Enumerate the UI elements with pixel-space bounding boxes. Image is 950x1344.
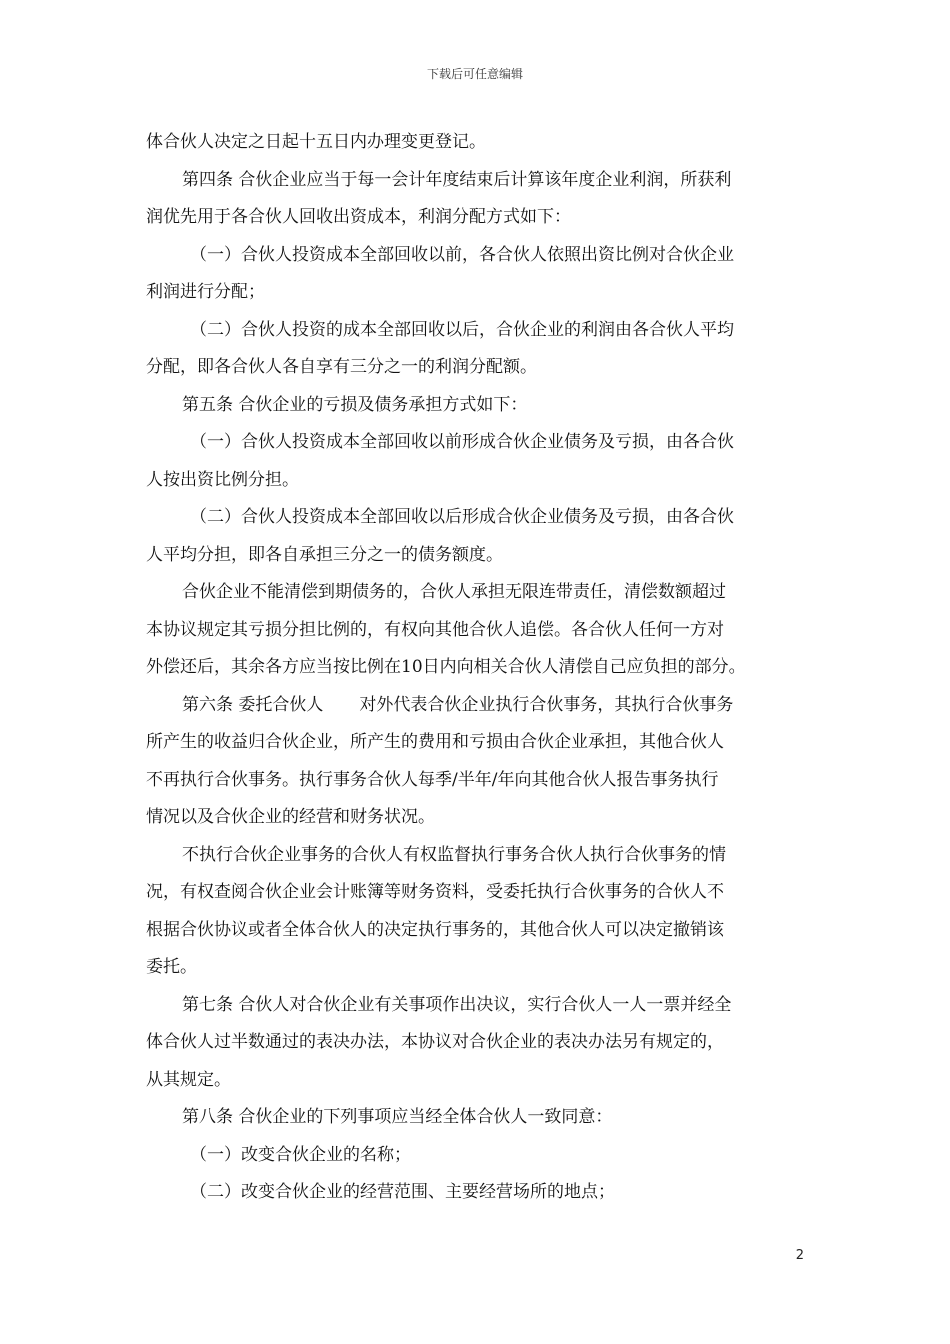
article-7-heading: 第七条 合伙人对合伙企业有关事项作出决议，实行合伙人一人一票并经全 bbox=[182, 994, 732, 1015]
page-header: 下载后可任意编辑 bbox=[426, 67, 523, 81]
text-line: 体合伙人决定之日起十五日内办理变更登记。 bbox=[146, 132, 486, 152]
paragraph-start: 合伙企业不能清偿到期债务的，合伙人承担无限连带责任，清偿数额超过 bbox=[182, 582, 726, 602]
text-line: 本协议规定其亏损分担比例的，有权向其他合伙人追偿。各合伙人任何一方对 bbox=[146, 619, 724, 640]
text-line: 分配，即各合伙人各自享有三分之一的利润分配额。 bbox=[146, 357, 537, 377]
clause-item: （二）改变合伙企业的经营范围、主要经营场所的地点； bbox=[190, 1182, 615, 1202]
page-number: 2 bbox=[795, 1248, 804, 1263]
text-line: 人按出资比例分担。 bbox=[146, 469, 299, 490]
text-line: 不再执行合伙事务。执行事务合伙人每季/半年/年向其他合伙人报告事务执行 bbox=[146, 769, 719, 790]
article-6-text: 对外代表合伙企业执行合伙事务，其执行合伙事务 bbox=[359, 694, 734, 715]
text-line: 外偿还后，其余各方应当按比例在10日内向相关合伙人清偿自己应负担的部分。 bbox=[146, 657, 746, 677]
text-line: 利润进行分配； bbox=[146, 282, 265, 302]
article-6-heading: 第六条 委托合伙人 bbox=[182, 694, 324, 715]
clause-item: （一）合伙人投资成本全部回收以前形成合伙企业债务及亏损，由各合伙 bbox=[190, 432, 734, 452]
paragraph-start: 不执行合伙企业事务的合伙人有权监督执行事务合伙人执行合伙事务的情 bbox=[182, 844, 726, 865]
text-line: 润优先用于各合伙人回收出资成本，利润分配方式如下： bbox=[146, 207, 571, 227]
text-line: 所产生的收益归合伙企业，所产生的费用和亏损由合伙企业承担，其他合伙人 bbox=[146, 732, 724, 752]
text-line: 根据合伙协议或者全体合伙人的决定执行事务的，其他合伙人可以决定撤销该 bbox=[146, 919, 724, 940]
clause-item: （二）合伙人投资成本全部回收以后形成合伙企业债务及亏损，由各合伙 bbox=[190, 507, 734, 527]
text-line: 情况以及合伙企业的经营和财务状况。 bbox=[146, 807, 435, 827]
clause-item: （二）合伙人投资的成本全部回收以后，合伙企业的利润由各合伙人平均 bbox=[190, 319, 734, 340]
clause-item: （一）合伙人投资成本全部回收以前，各合伙人依照出资比例对合伙企业 bbox=[190, 244, 734, 265]
text-line: 从其规定。 bbox=[146, 1069, 231, 1090]
document-body bbox=[146, 124, 806, 1212]
text-line: 人平均分担，即各自承担三分之一的债务额度。 bbox=[146, 544, 503, 565]
article-8-heading: 第八条 合伙企业的下列事项应当经全体合伙人一致同意： bbox=[182, 1107, 613, 1127]
article-6-line bbox=[146, 687, 806, 725]
clause-item: （一）改变合伙企业的名称； bbox=[190, 1144, 411, 1165]
article-4-heading: 第四条 合伙企业应当于每一会计年度结束后计算该年度企业利润，所获利 bbox=[182, 169, 732, 190]
text-line: 况，有权查阅合伙企业会计账簿等财务资料，受委托执行合伙事务的合伙人不 bbox=[146, 882, 724, 902]
text-line: 体合伙人过半数通过的表决办法，本协议对合伙企业的表决办法另有规定的， bbox=[146, 1032, 724, 1052]
text-line: 委托。 bbox=[146, 957, 197, 977]
article-5-heading: 第五条 合伙企业的亏损及债务承担方式如下： bbox=[182, 394, 528, 415]
